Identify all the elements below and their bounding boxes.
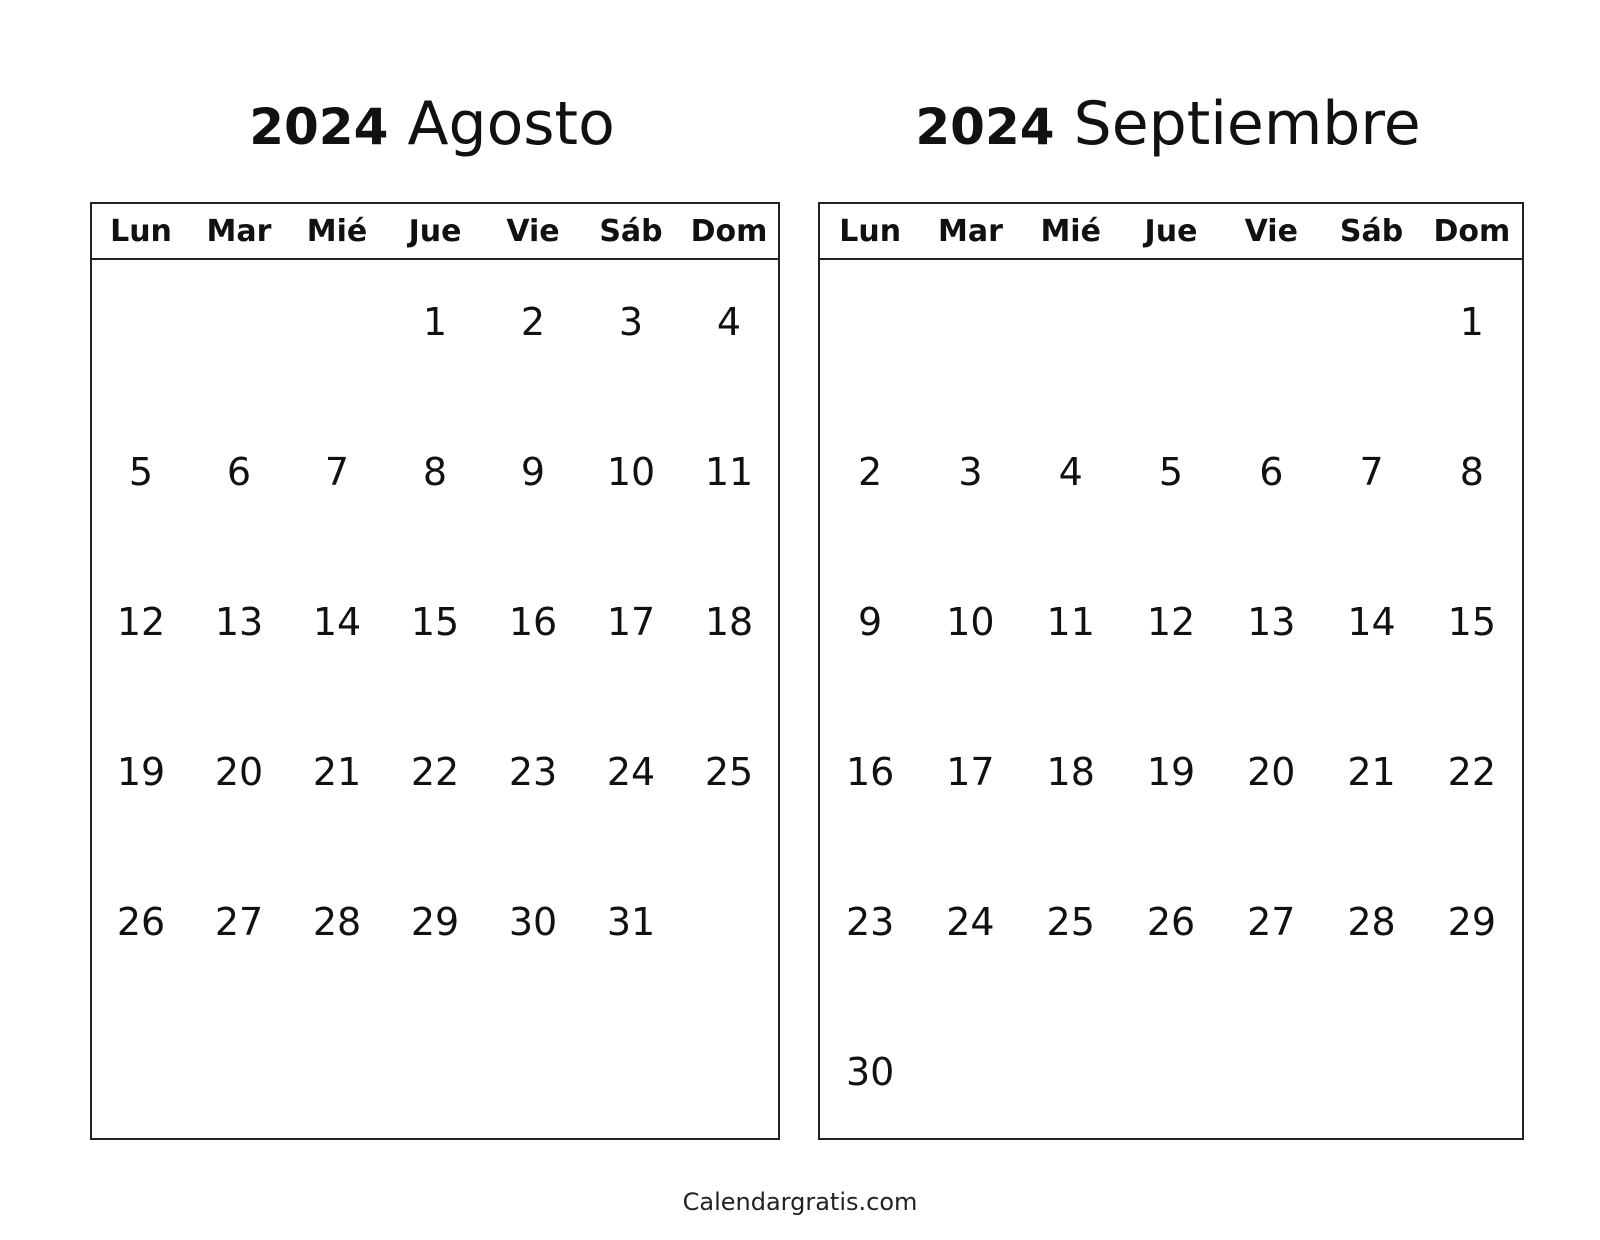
days-grid [92,260,778,1138]
day-cell: 22 [1447,750,1497,794]
day-cell: 13 [1247,600,1296,644]
day-cell: 24 [606,750,656,794]
weekday-label: Mié [306,214,368,249]
month-name: Agosto [407,89,615,159]
month-year: 2024 [249,98,389,156]
day-cell: 14 [312,600,362,644]
day-cell: 3 [958,450,983,494]
day-cell: 29 [1447,900,1497,944]
day-cell: 4 [1058,450,1083,494]
empty-day-cell [1121,268,1221,418]
day-cell: 15 [1447,600,1497,644]
day-cell: 25 [1046,900,1095,944]
month-title [818,84,1518,164]
day-cell: 11 [704,450,754,494]
day-cell: 17 [606,600,656,644]
day-cell: 25 [704,750,754,794]
day-cell: 8 [1459,450,1484,494]
day-cell: 10 [606,450,656,494]
weekday-label: Jue [408,214,462,249]
day-cell: 5 [1158,450,1184,494]
day-cell: 6 [226,450,252,494]
day-cell: 16 [845,750,895,794]
day-cell: 18 [1046,750,1095,794]
day-cell: 2 [520,300,546,344]
weekday-label: Mié [1040,214,1101,249]
day-cell: 6 [1259,450,1284,494]
day-cell: 19 [1146,750,1196,794]
day-cell: 13 [214,600,264,644]
day-cell: 23 [508,750,558,794]
day-cell: 21 [1347,750,1396,794]
day-cell: 9 [858,600,883,644]
day-cell: 23 [845,900,895,944]
empty-day-cell [92,268,190,418]
day-cell: 21 [312,750,362,794]
empty-day-cell [1221,268,1321,418]
day-cell: 18 [704,600,754,644]
day-cell: 27 [1247,900,1296,944]
days-grid [820,260,1522,1138]
day-cell: 5 [128,450,154,494]
weekday-label: Dom [1433,214,1511,249]
day-cell: 16 [508,600,558,644]
footer-website: Calendargratis.com [682,1188,918,1216]
day-cell: 15 [410,600,460,644]
day-cell: 10 [946,600,995,644]
weekday-label: Vie [1244,214,1298,249]
day-cell: 9 [520,450,546,494]
day-cell: 24 [946,900,995,944]
empty-day-cell [820,268,920,418]
day-cell: 30 [508,900,558,944]
weekday-label: Lun [839,214,902,249]
day-cell: 7 [324,450,350,494]
day-cell: 1 [1459,300,1484,344]
day-cell: 31 [606,900,656,944]
calendar-grid [818,202,1524,1140]
day-cell: 30 [845,1050,895,1094]
day-cell: 8 [422,450,448,494]
weekday-label: Sáb [1339,214,1404,249]
weekday-label: Jue [1144,214,1198,249]
day-cell: 14 [1347,600,1396,644]
day-cell: 1 [422,300,448,344]
day-cell: 26 [116,900,166,944]
weekday-label: Mar [206,214,272,249]
day-cell: 27 [214,900,264,944]
day-cell: 12 [1146,600,1196,644]
weekday-label: Sáb [599,214,663,249]
day-cell: 20 [214,750,264,794]
empty-day-cell [190,268,288,418]
day-cell: 26 [1146,900,1196,944]
day-cell: 20 [1247,750,1296,794]
weekday-header-row [92,204,778,260]
day-cell: 7 [1359,450,1384,494]
weekday-label: Lun [110,214,172,249]
calendar-grid [90,202,780,1140]
empty-day-cell [1321,268,1421,418]
month-year: 2024 [915,98,1055,156]
weekday-label: Dom [690,214,768,249]
day-cell: 4 [716,300,742,344]
day-cell: 11 [1046,600,1095,644]
day-cell: 22 [410,750,460,794]
day-cell: 28 [1347,900,1396,944]
day-cell: 28 [312,900,362,944]
empty-day-cell [920,268,1020,418]
month-title [90,84,774,164]
weekday-header-row [820,204,1522,260]
day-cell: 3 [618,300,644,344]
weekday-label: Vie [506,214,560,249]
empty-day-cell [288,268,386,418]
day-cell: 29 [410,900,460,944]
month-name: Septiembre [1073,89,1421,159]
day-cell: 19 [116,750,166,794]
day-cell: 12 [116,600,166,644]
day-cell: 2 [858,450,883,494]
weekday-label: Mar [937,214,1003,249]
day-cell: 17 [946,750,995,794]
empty-day-cell [1021,268,1121,418]
